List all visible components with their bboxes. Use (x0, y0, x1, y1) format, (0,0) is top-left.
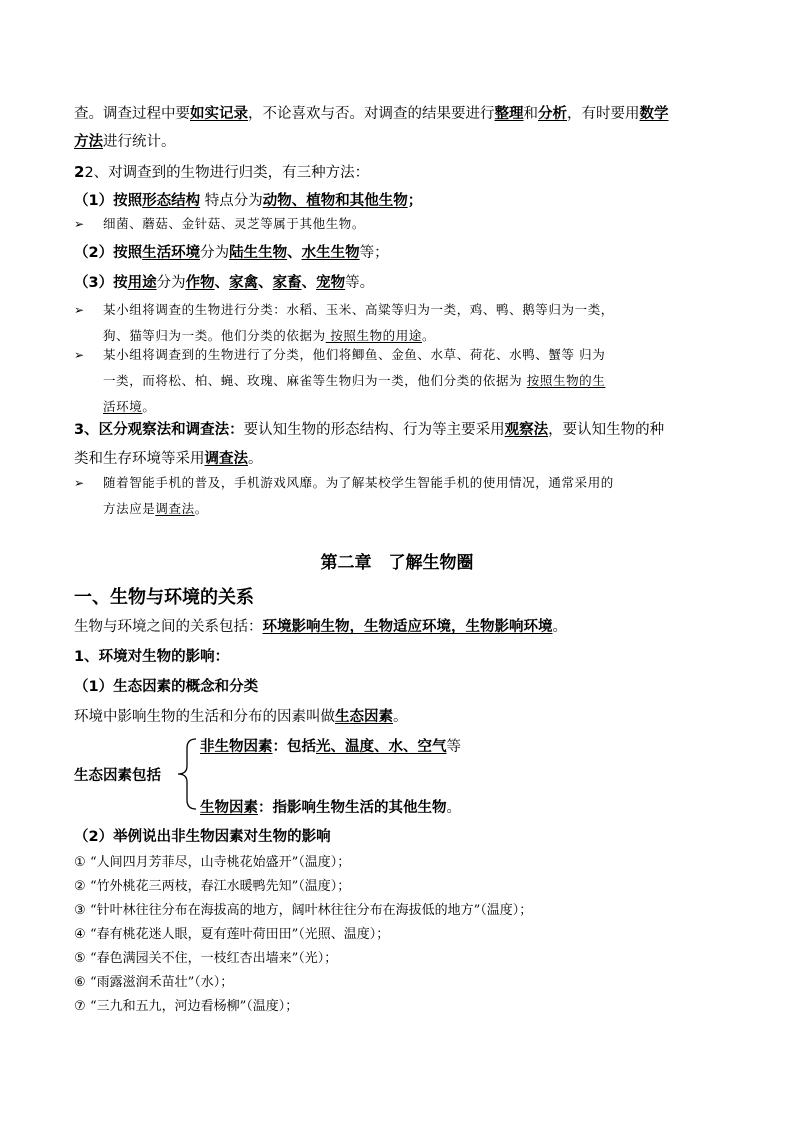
text: 等 (446, 739, 461, 755)
keyword: 生活环境 (142, 245, 201, 261)
keyword: 生态因素 (335, 709, 393, 725)
abiotic-factors (200, 737, 700, 757)
biotic-factors (200, 798, 700, 818)
subsection-heading: （2）举例说出非生物因素对生物的影响 (74, 829, 331, 845)
keyword: 调查法 (204, 451, 248, 467)
question-text: 狗、猫等归为一类。他们分类的依据为 (103, 328, 326, 343)
keyword: 光、温度、水、空气 (316, 739, 447, 755)
keyword: 陆生生物 (229, 245, 288, 261)
question-text: 某小组将调查的生物进行分类：水稻、玉米、高粱等归为一类，鸡、鸭、鹅等归为一类， (103, 302, 614, 317)
text: （1）按照 (74, 193, 143, 209)
question-text: 。 (421, 328, 436, 343)
keyword: 其他生物 (388, 800, 447, 816)
factors-label: 生态因素包括 (74, 768, 161, 784)
question-bullet (74, 342, 726, 420)
text: 、 (287, 245, 302, 261)
text: 分为 (156, 275, 186, 291)
note-bullet (74, 211, 726, 237)
chapter-title: 第二章 了解生物圈 (320, 553, 474, 573)
keyword: 非生物因素 (200, 739, 273, 755)
text: ：包括 (272, 739, 316, 755)
text: 环境中影响生物的生活和分布的因素叫做 (74, 709, 335, 725)
heading-text: 3、区分观察法和调查法： (74, 422, 244, 438)
text: 查。调查过程中要 (74, 106, 190, 122)
answer: 按照生物的用途 (325, 328, 422, 343)
keyword: 数学 (639, 106, 669, 122)
keyword: 生物因素 (200, 800, 258, 816)
keyword: 如实记录 (190, 106, 248, 122)
note-text: 细菌、蘑菇、金针菇、灵芝等属于其他生物。 (103, 216, 366, 231)
subsection-heading: （1）生态因素的概念和分类 (74, 679, 259, 695)
text: 等； (359, 245, 389, 261)
example-item: ⑦ “三九和五九，河边看杨柳”（温度）； (74, 999, 299, 1014)
keyword: 家畜 (272, 275, 302, 291)
text: 、 (258, 275, 273, 291)
text: 和 (523, 106, 538, 122)
answer: 调查法 (155, 501, 195, 516)
text: ，不论喜欢与否。对调查的结果要进行 (248, 106, 495, 122)
survey-paragraph (74, 100, 726, 156)
text: 、 (301, 275, 317, 291)
text: 、 (214, 275, 230, 291)
arrow-bullet-icon: ➢ (74, 217, 85, 231)
subsection-heading: 1、环境对生物的影响： (74, 649, 230, 665)
keyword: 用途 (127, 275, 157, 291)
keyword: 水生生物 (301, 245, 360, 261)
heading-text: 2、对调查到的生物进行归类，有三种方法： (84, 165, 370, 181)
text: 等。 (345, 275, 375, 291)
text: 。 (393, 709, 408, 725)
question-text: 一类，而将松、柏、蝇、玫瑰、麻雀等生物归为一类，他们分类的依据为 (103, 373, 527, 388)
text: 。 (446, 800, 461, 816)
keyword: 作物 (185, 275, 215, 291)
text: 生物与环境之间的关系包括： (74, 619, 263, 635)
keyword: 环境影响生物，生物适应环境，生物影响环境 (262, 619, 553, 635)
example-item: ④ “春有桃花迷人眼，夏有莲叶荷田田”（光照、温度）； (74, 927, 390, 942)
question-text: 随着智能手机的普及，手机游戏风靡。为了解某校学生智能手机的使用情况，通常采用的 (103, 475, 614, 490)
text: 类和生存环境等采用 (74, 451, 205, 467)
text: 。 (552, 619, 567, 635)
text: （2）按照 (74, 245, 143, 261)
answer: 活环境 (103, 399, 143, 414)
text: 进行统计。 (103, 134, 176, 150)
definition (74, 707, 726, 727)
example-item: ⑥ “雨露滋润禾苗壮”（水）； (74, 975, 234, 990)
text: 要认知生物的形态结构、行为等主要采用 (243, 422, 505, 438)
keyword: 家禽 (229, 275, 259, 291)
method-3 (74, 273, 726, 293)
method-1 (74, 191, 726, 211)
text: （3）按 (74, 275, 128, 291)
text: 分为 (200, 245, 230, 261)
text: ； (407, 193, 423, 209)
curly-brace-icon (176, 738, 198, 810)
question-text: 某小组将调查到的生物进行了分类，他们将鲫鱼、金鱼、水草、荷花、水鸭、蟹等 归为 (103, 347, 606, 362)
keyword: 分析 (538, 106, 567, 122)
question-text: 方法应是 (103, 501, 156, 516)
classification-heading: 22、对调查到的生物进行归类，有三种方法： (74, 163, 370, 181)
text: 特点分为 (200, 193, 263, 209)
keyword: 观察法 (504, 422, 549, 438)
keyword: 方法 (74, 134, 103, 150)
arrow-bullet-icon: ➢ (74, 348, 85, 362)
section-title: 一、生物与环境的关系 (74, 587, 254, 608)
example-item: ① “人间四月芳菲尽，山寺桃花始盛开”（温度）； (74, 855, 351, 870)
keyword: 形态结构 (142, 193, 201, 209)
keyword: 宠物 (316, 275, 346, 291)
text: 。 (248, 451, 263, 467)
arrow-bullet-icon: ➢ (74, 476, 85, 490)
observation-survey-paragraph (74, 416, 726, 474)
question-text: 。 (194, 501, 208, 516)
keyword: 动物、植物和其他生物 (262, 193, 408, 209)
keyword: 整理 (494, 106, 524, 122)
text: ，有时要用 (567, 106, 640, 122)
question-bullet (74, 470, 726, 522)
example-item: ② “竹外桃花三两枝，春江水暖鸭先知”（温度）； (74, 879, 351, 894)
text: ，要认知生物的种 (548, 422, 665, 438)
example-item: ③ “针叶林往往分布在海拔高的地方，阔叶林往往分布在海拔低的地方”（温度）； (74, 903, 533, 918)
arrow-bullet-icon: ➢ (74, 303, 85, 317)
answer: 按照生物的生 (526, 373, 606, 388)
question-text: 。 (142, 399, 156, 414)
method-2 (74, 243, 726, 263)
relationship-intro (74, 617, 726, 637)
example-item: ⑤ “春色满园关不住，一枝红杏出墙来”（光）； (74, 951, 338, 966)
text: ：指影响生物生活的 (258, 800, 389, 816)
